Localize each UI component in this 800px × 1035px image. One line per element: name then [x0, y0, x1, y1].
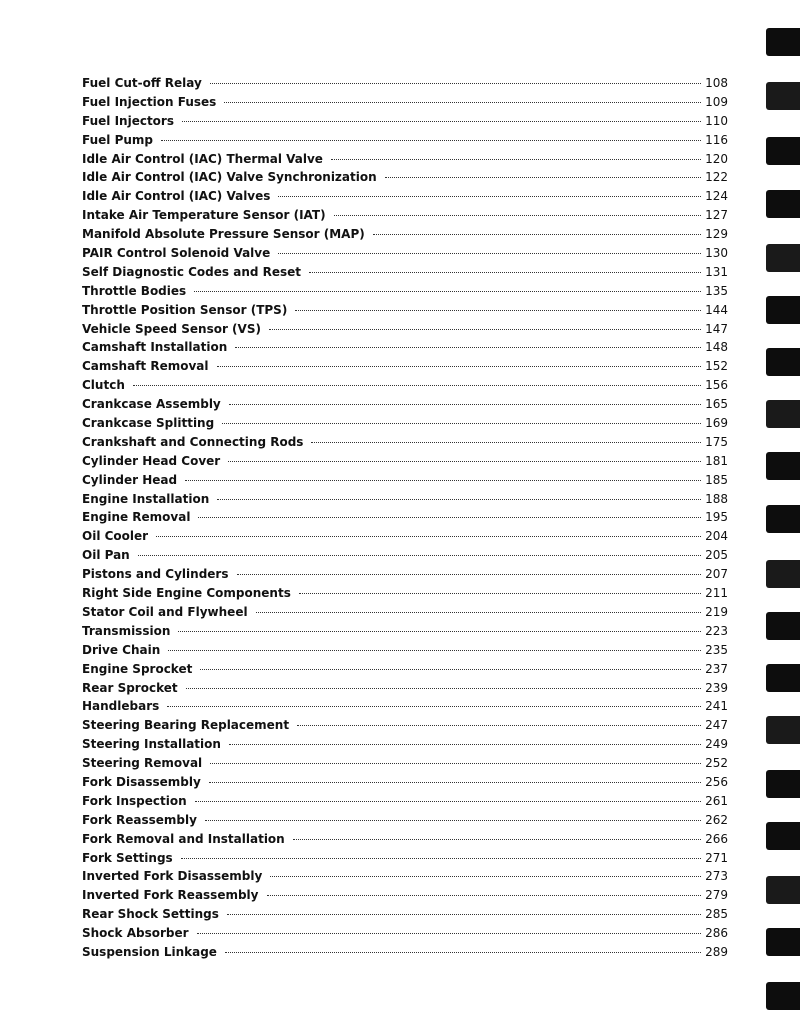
- toc-entry-page-number: 129: [705, 227, 728, 242]
- toc-entry-title: Cylinder Head: [82, 472, 178, 487]
- dot-leader: [161, 140, 701, 141]
- toc-entry-title: Crankcase Assembly: [82, 397, 221, 412]
- toc-entry-title: Handlebars: [82, 699, 160, 714]
- toc-entry[interactable]: [82, 397, 728, 416]
- toc-entry-page-number: 211: [705, 586, 728, 601]
- thumb-tab: [766, 296, 800, 324]
- thumb-tab: [766, 982, 800, 1010]
- toc-entry[interactable]: [82, 152, 728, 171]
- dot-leader: [267, 895, 702, 896]
- toc-entry-page-number: 165: [705, 397, 728, 412]
- toc-entry-page-number: 241: [705, 699, 728, 714]
- toc-entry-title: Rear Sprocket: [82, 680, 178, 695]
- thumb-tab: [766, 82, 800, 110]
- thumb-tab: [766, 664, 800, 692]
- toc-entry-page-number: 169: [705, 416, 728, 431]
- toc-entry-title: Self Diagnostic Codes and Reset: [82, 264, 302, 279]
- toc-entry[interactable]: [82, 322, 728, 341]
- dot-leader: [209, 782, 701, 783]
- toc-entry-page-number: 156: [705, 378, 728, 393]
- thumb-tab: [766, 137, 800, 165]
- toc-entry[interactable]: [82, 529, 728, 548]
- toc-entry-page-number: 223: [705, 623, 728, 638]
- toc-entry-title: Oil Cooler: [82, 529, 149, 544]
- toc-entry-page-number: 147: [705, 321, 728, 336]
- toc-entry[interactable]: [82, 888, 728, 907]
- toc-entry-title: Engine Sprocket: [82, 661, 193, 676]
- toc-entry-page-number: 239: [705, 680, 728, 695]
- toc-entry[interactable]: [82, 869, 728, 888]
- toc-entry-page-number: 271: [705, 850, 728, 865]
- toc-entry-page-number: 148: [705, 340, 728, 355]
- toc-entry[interactable]: [82, 265, 728, 284]
- toc-entry-title: Fuel Injectors: [82, 113, 174, 128]
- toc-entry-title: Vehicle Speed Sensor (VS): [82, 321, 261, 336]
- dot-leader: [156, 536, 701, 537]
- toc-entry-title: Steering Installation: [82, 737, 221, 752]
- toc-entry[interactable]: [82, 775, 728, 794]
- toc-entry[interactable]: [82, 284, 728, 303]
- toc-entry[interactable]: [82, 359, 728, 378]
- toc-entry-title: Idle Air Control (IAC) Valves: [82, 189, 271, 204]
- dot-leader: [178, 631, 701, 632]
- toc-entry[interactable]: [82, 227, 728, 246]
- toc-entry-page-number: 262: [705, 812, 728, 827]
- dot-leader: [168, 650, 701, 651]
- dot-leader: [185, 480, 701, 481]
- dot-leader: [311, 442, 701, 443]
- toc-entry-page-number: 256: [705, 774, 728, 789]
- toc-entry-page-number: 273: [705, 869, 728, 884]
- toc-entry-title: Throttle Bodies: [82, 283, 187, 298]
- toc-entry-page-number: 279: [705, 888, 728, 903]
- toc-entry[interactable]: [82, 662, 728, 681]
- thumb-tab: [766, 928, 800, 956]
- toc-entry-page-number: 205: [705, 548, 728, 563]
- toc-entry-title: Fork Disassembly: [82, 774, 201, 789]
- toc-entry-page-number: 252: [705, 756, 728, 771]
- toc-entry-title: Stator Coil and Flywheel: [82, 604, 248, 619]
- dot-leader: [228, 461, 701, 462]
- thumb-tab: [766, 716, 800, 744]
- dot-leader: [235, 347, 701, 348]
- thumb-tab: [766, 876, 800, 904]
- toc-entry-title: Steering Removal: [82, 756, 203, 771]
- dot-leader: [198, 517, 701, 518]
- toc-entry[interactable]: [82, 473, 728, 492]
- toc-entry-page-number: 135: [705, 283, 728, 298]
- thumb-tab: [766, 400, 800, 428]
- toc-entry-title: Fork Settings: [82, 850, 173, 865]
- toc-entry-title: Cylinder Head Cover: [82, 453, 221, 468]
- toc-entry-page-number: 127: [705, 208, 728, 223]
- dot-leader: [229, 744, 701, 745]
- toc-entry[interactable]: [82, 832, 728, 851]
- dot-leader: [229, 404, 701, 405]
- dot-leader: [217, 499, 701, 500]
- toc-entry[interactable]: [82, 548, 728, 567]
- toc-entry-title: Idle Air Control (IAC) Thermal Valve: [82, 151, 323, 166]
- toc-entry-title: Fuel Cut-off Relay: [82, 76, 202, 90]
- toc-entry-page-number: 235: [705, 642, 728, 657]
- toc-entry-page-number: 204: [705, 529, 728, 544]
- dot-leader: [217, 366, 702, 367]
- dot-leader: [224, 102, 701, 103]
- toc-entry-title: PAIR Control Solenoid Valve: [82, 246, 271, 261]
- dot-leader: [222, 423, 701, 424]
- thumb-tab: [766, 452, 800, 480]
- toc-entry-page-number: 175: [705, 434, 728, 449]
- toc-entry-page-number: 110: [705, 113, 728, 128]
- toc-entry-page-number: 266: [705, 831, 728, 846]
- toc-entry-page-number: 247: [705, 718, 728, 733]
- toc-entry[interactable]: [82, 756, 728, 775]
- dot-leader: [278, 196, 701, 197]
- toc-entry[interactable]: [82, 340, 728, 359]
- toc-entry-title: Crankcase Splitting: [82, 416, 215, 431]
- toc-entry-title: Throttle Position Sensor (TPS): [82, 302, 288, 317]
- toc-entry-page-number: 130: [705, 246, 728, 261]
- dot-leader: [138, 555, 701, 556]
- toc-entry-page-number: 195: [705, 510, 728, 525]
- toc-entry-title: Inverted Fork Reassembly: [82, 888, 259, 903]
- toc-entry[interactable]: [82, 945, 728, 964]
- toc-entry[interactable]: [82, 718, 728, 737]
- toc-entry[interactable]: [82, 681, 728, 700]
- toc-entry-title: Camshaft Installation: [82, 340, 228, 355]
- toc-entry-title: Camshaft Removal: [82, 359, 209, 374]
- toc-entry-title: Fork Inspection: [82, 793, 187, 808]
- toc-entry[interactable]: [82, 643, 728, 662]
- toc-entry-title: Engine Removal: [82, 510, 191, 525]
- toc-entry-title: Fuel Pump: [82, 132, 154, 147]
- toc-entry-title: Steering Bearing Replacement: [82, 718, 290, 733]
- table-of-contents: [82, 76, 728, 964]
- thumb-tab: [766, 28, 800, 56]
- toc-entry-title: Fuel Injection Fuses: [82, 94, 217, 109]
- toc-entry-page-number: 289: [705, 944, 728, 959]
- toc-entry-page-number: 108: [705, 76, 728, 90]
- toc-entry-page-number: 285: [705, 907, 728, 922]
- dot-leader: [295, 310, 701, 311]
- dot-leader: [200, 669, 701, 670]
- toc-entry[interactable]: [82, 170, 728, 189]
- dot-leader: [256, 612, 702, 613]
- dot-leader: [227, 914, 701, 915]
- toc-entry-title: Manifold Absolute Pressure Sensor (MAP): [82, 227, 365, 242]
- toc-entry[interactable]: [82, 378, 728, 397]
- thumb-tab: [766, 505, 800, 533]
- dot-leader: [195, 801, 701, 802]
- dot-leader: [186, 688, 701, 689]
- toc-entry-title: Pistons and Cylinders: [82, 567, 229, 582]
- dot-leader: [205, 820, 701, 821]
- dot-leader: [278, 253, 701, 254]
- toc-entry[interactable]: [82, 454, 728, 473]
- toc-entry[interactable]: [82, 699, 728, 718]
- toc-entry-title: Idle Air Control (IAC) Valve Synchronization: [82, 170, 377, 185]
- dot-leader: [309, 272, 701, 273]
- thumb-tab: [766, 348, 800, 376]
- toc-entry-page-number: 131: [705, 264, 728, 279]
- dot-leader: [194, 291, 701, 292]
- toc-entry[interactable]: [82, 189, 728, 208]
- toc-entry[interactable]: [82, 208, 728, 227]
- dot-leader: [167, 706, 701, 707]
- toc-entry-page-number: 286: [705, 926, 728, 941]
- toc-entry[interactable]: [82, 794, 728, 813]
- dot-leader: [269, 329, 701, 330]
- toc-entry-page-number: 120: [705, 151, 728, 166]
- dot-leader: [297, 725, 701, 726]
- thumb-tab: [766, 190, 800, 218]
- dot-leader: [210, 763, 701, 764]
- toc-entry[interactable]: [82, 246, 728, 265]
- toc-entry[interactable]: [82, 510, 728, 529]
- toc-entry-page-number: 185: [705, 472, 728, 487]
- dot-leader: [210, 83, 701, 84]
- toc-entry[interactable]: [82, 586, 728, 605]
- toc-entry[interactable]: [82, 416, 728, 435]
- dot-leader: [334, 215, 702, 216]
- dot-leader: [373, 234, 701, 235]
- toc-entry-page-number: 249: [705, 737, 728, 752]
- section-thumb-tabs: [764, 0, 800, 1035]
- thumb-tab: [766, 770, 800, 798]
- toc-entry-title: Suspension Linkage: [82, 944, 217, 959]
- toc-entry[interactable]: [82, 76, 728, 95]
- toc-entry-page-number: 109: [705, 94, 728, 109]
- dot-leader: [270, 876, 701, 877]
- toc-entry[interactable]: [82, 926, 728, 945]
- toc-entry[interactable]: [82, 624, 728, 643]
- dot-leader: [237, 574, 702, 575]
- toc-entry[interactable]: [82, 907, 728, 926]
- dot-leader: [299, 593, 701, 594]
- toc-entry[interactable]: [82, 605, 728, 624]
- toc-entry[interactable]: [82, 95, 728, 114]
- thumb-tab: [766, 612, 800, 640]
- toc-entry-page-number: 124: [705, 189, 728, 204]
- dot-leader: [197, 933, 702, 934]
- thumb-tab: [766, 244, 800, 272]
- toc-entry[interactable]: [82, 813, 728, 832]
- dot-leader: [181, 858, 701, 859]
- toc-entry-title: Intake Air Temperature Sensor (IAT): [82, 208, 326, 223]
- toc-entry-title: Oil Pan: [82, 548, 130, 563]
- toc-entry[interactable]: [82, 492, 728, 511]
- toc-entry-page-number: 261: [705, 793, 728, 808]
- toc-entry[interactable]: [82, 567, 728, 586]
- toc-entry-page-number: 237: [705, 661, 728, 676]
- dot-leader: [225, 952, 701, 953]
- toc-entry-title: Clutch: [82, 378, 125, 393]
- toc-entry-page-number: 144: [705, 302, 728, 317]
- thumb-tab: [766, 822, 800, 850]
- toc-entry[interactable]: [82, 133, 728, 152]
- toc-entry-title: Engine Installation: [82, 491, 210, 506]
- toc-entry-page-number: 152: [705, 359, 728, 374]
- toc-entry[interactable]: [82, 303, 728, 322]
- toc-entry-title: Fork Reassembly: [82, 812, 197, 827]
- toc-entry-title: Crankshaft and Connecting Rods: [82, 434, 304, 449]
- toc-entry-title: Transmission: [82, 623, 171, 638]
- toc-entry-page-number: 207: [705, 567, 728, 582]
- toc-entry[interactable]: [82, 851, 728, 870]
- toc-entry-page-number: 219: [705, 604, 728, 619]
- toc-entry-page-number: 122: [705, 170, 728, 185]
- toc-entry-page-number: 181: [705, 453, 728, 468]
- toc-entry[interactable]: [82, 737, 728, 756]
- toc-entry-page-number: 188: [705, 491, 728, 506]
- toc-entry-title: Rear Shock Settings: [82, 907, 219, 922]
- toc-entry-title: Fork Removal and Installation: [82, 831, 285, 846]
- dot-leader: [182, 121, 701, 122]
- thumb-tab: [766, 560, 800, 588]
- toc-entry-page-number: 116: [705, 132, 728, 147]
- toc-entry[interactable]: [82, 435, 728, 454]
- dot-leader: [385, 177, 701, 178]
- toc-entry[interactable]: [82, 114, 728, 133]
- dot-leader: [293, 839, 701, 840]
- toc-entry-title: Shock Absorber: [82, 926, 189, 941]
- toc-entry-title: Right Side Engine Components: [82, 586, 291, 601]
- toc-entry-title: Drive Chain: [82, 642, 161, 657]
- toc-entry-title: Inverted Fork Disassembly: [82, 869, 263, 884]
- dot-leader: [133, 385, 701, 386]
- dot-leader: [331, 159, 701, 160]
